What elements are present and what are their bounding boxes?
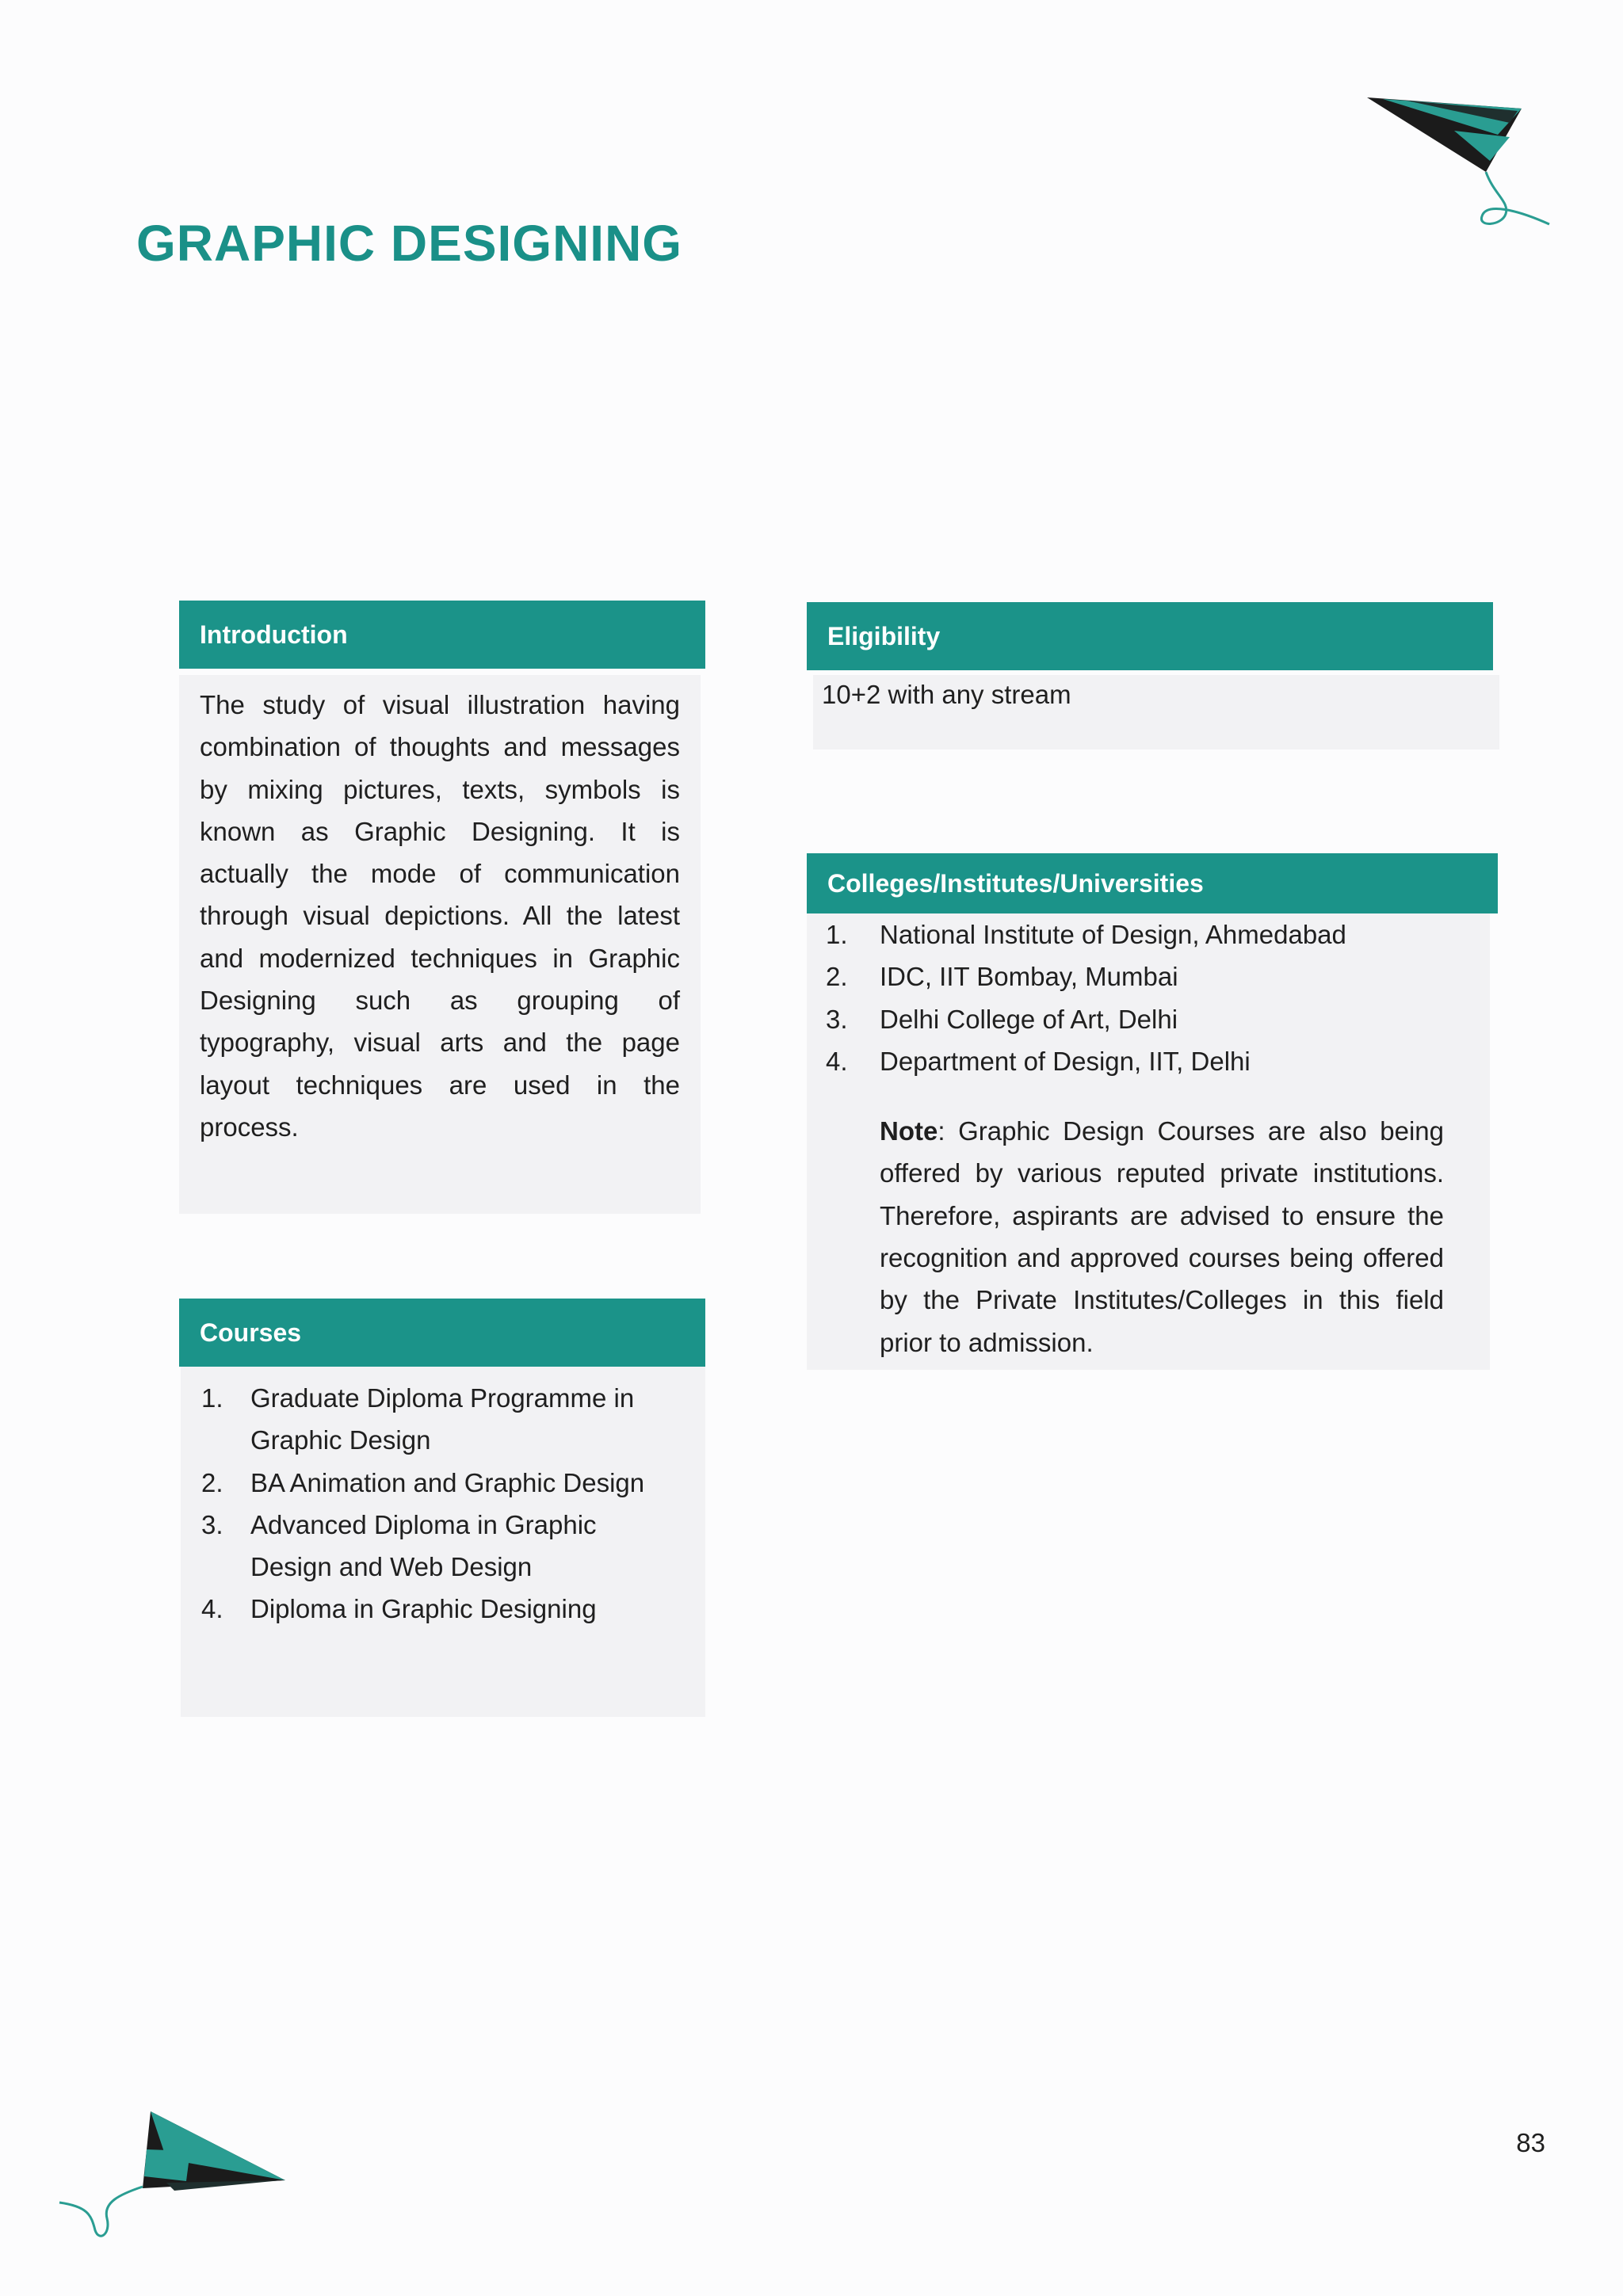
eligibility-panel bbox=[813, 675, 1499, 749]
list-item bbox=[826, 955, 1444, 997]
list-number: 3. bbox=[826, 1004, 848, 1034]
list-number: 1. bbox=[826, 920, 848, 949]
list-item bbox=[826, 913, 1444, 955]
list-item-text: BA Animation and Graphic Design bbox=[250, 1467, 645, 1497]
list-item-text: Diploma in Graphic Designing bbox=[250, 1594, 597, 1624]
courses-header bbox=[179, 1299, 705, 1367]
list-item bbox=[201, 1504, 682, 1589]
list-item bbox=[826, 1040, 1444, 1082]
courses-header-label: Courses bbox=[200, 1318, 302, 1347]
note-label: Note bbox=[880, 1116, 938, 1146]
paper-plane-icon bbox=[1359, 91, 1553, 234]
list-number: 1. bbox=[201, 1383, 223, 1413]
introduction-header bbox=[179, 601, 705, 669]
list-number: 3. bbox=[201, 1509, 223, 1539]
introduction-panel bbox=[179, 675, 701, 1214]
list-item-text: Delhi College of Art, Delhi bbox=[880, 1004, 1178, 1034]
colleges-header-label: Colleges/Institutes/Universities bbox=[827, 869, 1204, 898]
list-item bbox=[826, 998, 1444, 1040]
eligibility-text: 10+2 with any stream bbox=[822, 680, 1071, 709]
eligibility-header-label: Eligibility bbox=[827, 622, 941, 650]
paper-plane-icon bbox=[55, 2103, 293, 2254]
list-item bbox=[201, 1462, 682, 1504]
introduction-header-label: Introduction bbox=[200, 620, 348, 649]
list-item-text: Graduate Diploma Programme in Graphic Design bbox=[250, 1383, 635, 1455]
colleges-header bbox=[807, 853, 1498, 913]
list-item bbox=[201, 1377, 682, 1462]
list-number: 4. bbox=[201, 1594, 223, 1624]
colleges-note bbox=[880, 1110, 1444, 1363]
list-item-text: National Institute of Design, Ahmedabad bbox=[880, 920, 1346, 949]
list-number: 2. bbox=[826, 962, 848, 992]
courses-panel bbox=[181, 1367, 705, 1717]
note-text: : Graphic Design Courses are also being offered by various reputed private institutions. Therefore, aspirants are advised to ensure the recognition and approved courses being offered by the Private Institutes/Colleges in this field prior to admission. bbox=[880, 1116, 1444, 1357]
list-item-text: Advanced Diploma in Graphic Design and Web Design bbox=[250, 1509, 597, 1582]
courses-list bbox=[201, 1377, 682, 1630]
list-item-text: IDC, IIT Bombay, Mumbai bbox=[880, 962, 1178, 992]
page-title: GRAPHIC DESIGNING bbox=[136, 215, 683, 272]
eligibility-header bbox=[807, 602, 1493, 670]
introduction-text: The study of visual illustration having combination of thoughts and messages by mixing pictures, texts, symbols is known as Graphic Designing. It is actually the mode of communication through visual depictions. All the latest and modernized techniques in Graphic Designing such as grouping of typography, visual arts and the page layout techniques are used in the process. bbox=[200, 690, 680, 1142]
list-number: 2. bbox=[201, 1467, 223, 1497]
list-item bbox=[201, 1588, 682, 1630]
page-number: 83 bbox=[1516, 2128, 1545, 2157]
list-item-text: Department of Design, IIT, Delhi bbox=[880, 1046, 1251, 1076]
colleges-list bbox=[826, 913, 1444, 1082]
colleges-panel bbox=[807, 913, 1490, 1370]
list-number: 4. bbox=[826, 1046, 848, 1076]
